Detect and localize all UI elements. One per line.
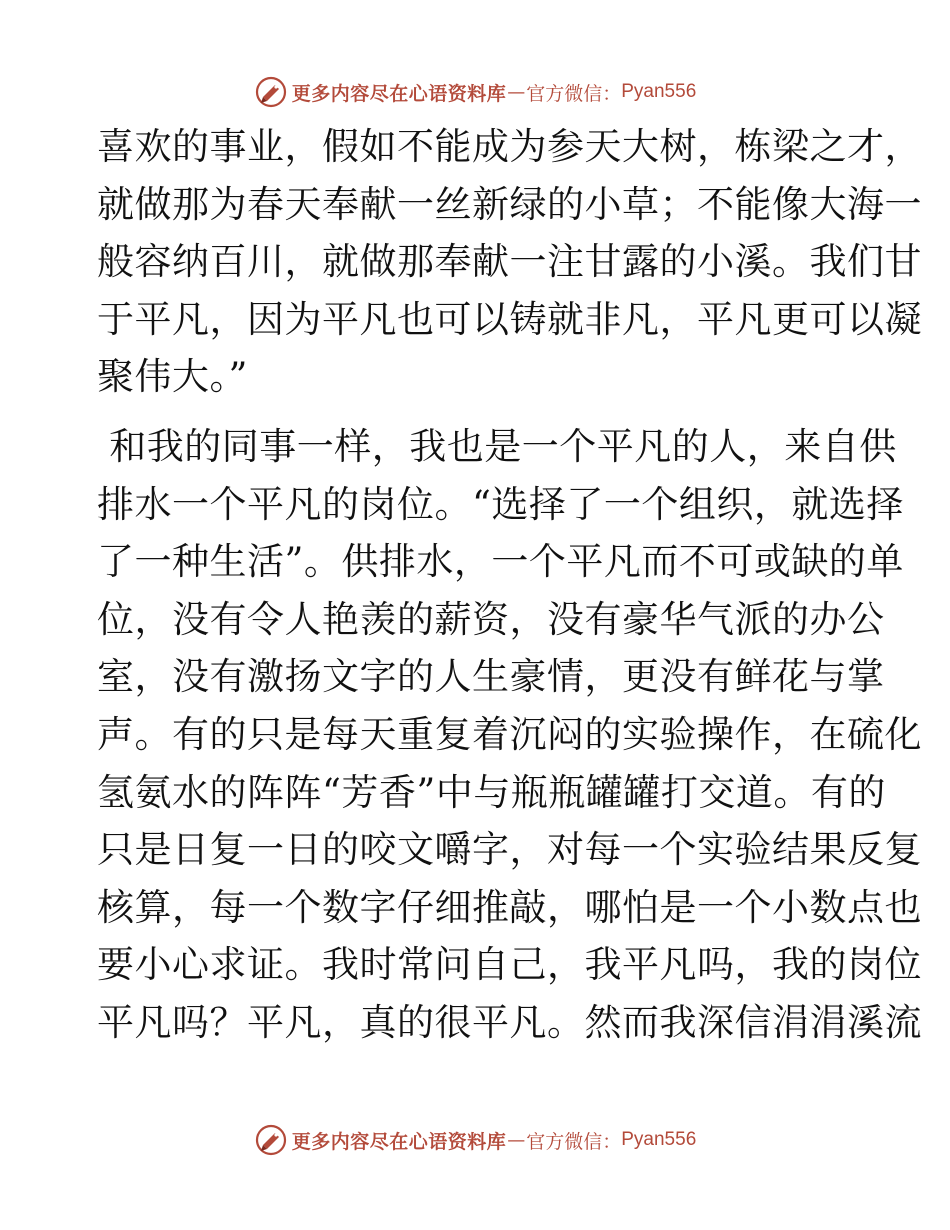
text-line: 位，没有令人艳羡的薪资，没有豪华气派的办公 bbox=[97, 597, 885, 641]
text-line: 室，没有激扬文字的人生豪情，更没有鲜花与掌 bbox=[97, 655, 885, 699]
wechat-label: 官方微信： bbox=[526, 82, 622, 105]
paragraph bbox=[97, 418, 922, 1052]
text-line: 就做那为春天奉献一丝新绿的小草；不能像大海一 bbox=[97, 182, 922, 226]
paragraph bbox=[97, 118, 922, 406]
banner-text: 更多内容尽在心语资料库 bbox=[291, 82, 507, 105]
text-line: 核算，每一个数字仔细推敲，哪怕是一个小数点也 bbox=[97, 885, 922, 929]
banner-dash: — bbox=[507, 81, 526, 103]
document-body bbox=[97, 118, 922, 1052]
text-line: 般容纳百川，就做那奉献一注甘露的小溪。我们甘 bbox=[97, 240, 922, 284]
footer-banner bbox=[0, 1118, 950, 1162]
wechat-label: 官方微信： bbox=[526, 1130, 622, 1153]
wechat-id: Pyan556 bbox=[621, 81, 697, 102]
banner-text: 更多内容尽在心语资料库 bbox=[291, 1130, 507, 1153]
text-line: 了一种生活”。供排水，一个平凡而不可或缺的单 bbox=[97, 540, 904, 584]
text-line: 于平凡，因为平凡也可以铸就非凡，平凡更可以凝 bbox=[97, 297, 922, 341]
text-line: 喜欢的事业，假如不能成为参天大树，栋梁之才， bbox=[97, 125, 922, 168]
wechat-id: Pyan556 bbox=[621, 1129, 697, 1150]
pen-nib-logo-icon bbox=[254, 1123, 288, 1157]
banner-dash: — bbox=[507, 1129, 526, 1151]
text-line: 只是日复一日的咬文嚼字，对每一个实验结果反复 bbox=[97, 828, 922, 872]
text-line: 排水一个平凡的岗位。“选择了一个组织，就选择 bbox=[97, 482, 904, 526]
pen-nib-logo-icon bbox=[254, 75, 288, 109]
text-line: 要小心求证。我时常问自己，我平凡吗，我的岗位 bbox=[97, 943, 922, 987]
text-line: 氢氨水的阵阵“芳香”中与瓶瓶罐罐打交道。有的 bbox=[97, 770, 886, 814]
text-line: 和我的同事一样，我也是一个平凡的人，来自供 bbox=[97, 424, 897, 468]
text-line: 平凡吗？平凡，真的很平凡。然而我深信涓涓溪流 bbox=[97, 1000, 922, 1044]
text-line: 聚伟大。” bbox=[97, 355, 248, 399]
text-line: 声。有的只是每天重复着沉闷的实验操作，在硫化 bbox=[97, 712, 922, 756]
header-banner bbox=[0, 70, 950, 114]
